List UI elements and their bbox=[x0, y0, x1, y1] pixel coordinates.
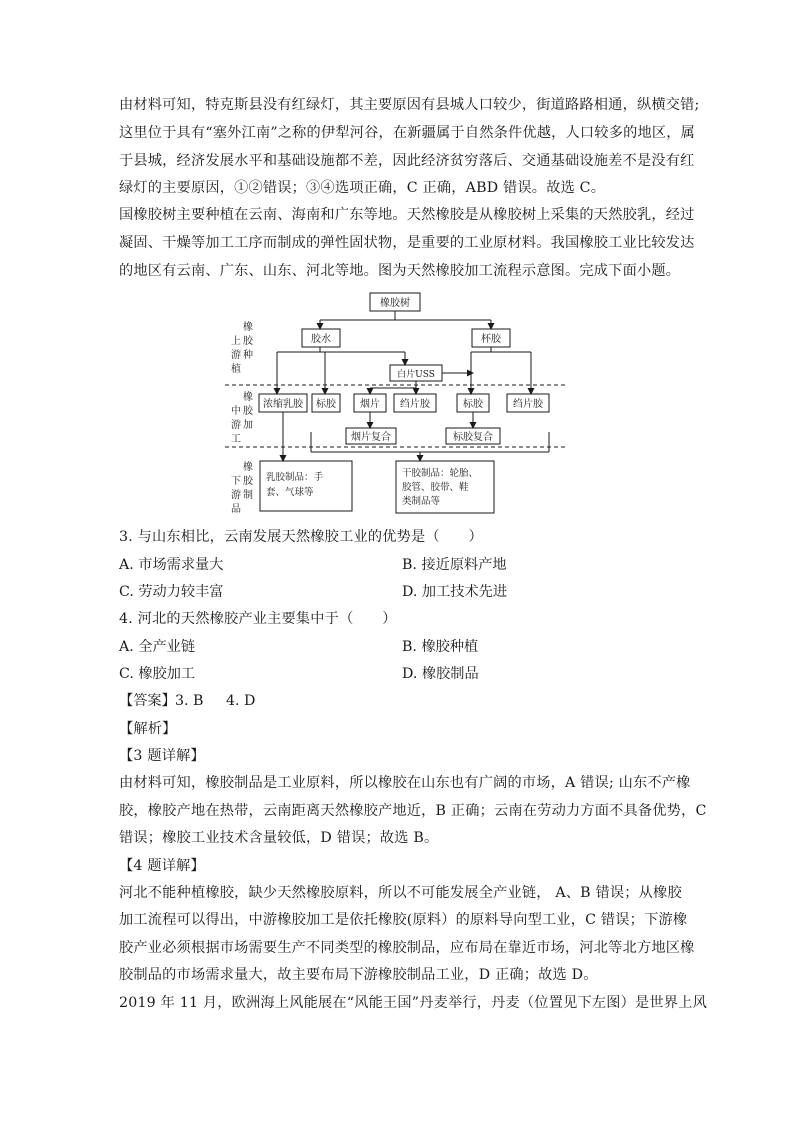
answer-3: 3. B bbox=[175, 693, 204, 709]
q3-option-a: A. 市场需求量大 bbox=[119, 557, 224, 573]
svg-text:游: 游 bbox=[231, 490, 241, 501]
q3-option-c: C. 劳动力较丰富 bbox=[119, 584, 224, 600]
svg-text:胶: 胶 bbox=[243, 476, 253, 487]
detail-4-line: 加工流程可以得出，中游橡胶加工是依托橡胶(原料）的原料导向型工业，C 错误；下游橡 bbox=[119, 912, 688, 928]
label-uss: 白片USS bbox=[397, 370, 435, 380]
label-smoked-sheet: 烟片 bbox=[360, 399, 380, 410]
svg-text:橡: 橡 bbox=[243, 392, 253, 403]
stage-label-downstream bbox=[231, 460, 254, 515]
question-3-stem: 3. 与山东相比，云南发展天然橡胶工业的优势是（ ） bbox=[119, 529, 483, 545]
para2-line: 国橡胶树主要种植在云南、海南和广东等地。天然橡胶是从橡胶树上采集的天然胶乳，经过 bbox=[119, 207, 695, 223]
detail-4-line: 胶制品的市场需求量大，故主要布局下游橡胶制品工业，D 正确；故选 D。 bbox=[119, 967, 598, 983]
detail-4-line: 河北不能种植橡胶，缺少天然橡胶原料，所以不可能发展全产业链， A、B 错误；从橡胶 bbox=[119, 885, 682, 901]
para1-line: 绿灯的主要原因，①②错误；③④选项正确，C 正确，ABD 错误。故选 C。 bbox=[119, 180, 606, 196]
svg-text:上: 上 bbox=[231, 336, 241, 347]
q4-option-b: B. 橡胶种植 bbox=[402, 639, 479, 655]
detail-3-heading: 【3 题详解】 bbox=[119, 748, 205, 764]
svg-text:植: 植 bbox=[231, 364, 241, 375]
label-standard-right: 标胶 bbox=[463, 399, 483, 410]
svg-text:中: 中 bbox=[231, 406, 241, 417]
svg-text:游: 游 bbox=[231, 420, 241, 431]
label-latex: 胶水 bbox=[311, 334, 331, 345]
svg-text:品: 品 bbox=[231, 504, 241, 515]
label-crepe-left: 绉片胶 bbox=[400, 399, 430, 410]
q4-option-d: D. 橡胶制品 bbox=[402, 666, 479, 682]
svg-text:制: 制 bbox=[243, 490, 253, 501]
label-concentrated-latex: 浓缩乳胶 bbox=[263, 399, 303, 410]
svg-text:工: 工 bbox=[231, 434, 241, 445]
q3-option-d: D. 加工技术先进 bbox=[402, 584, 508, 600]
next-paragraph-line: 2019 年 11 月，欧洲海上风能展在“风能王国”丹麦举行，丹麦（位置见下左图）是世界上风 bbox=[119, 995, 707, 1011]
svg-text:下: 下 bbox=[231, 476, 241, 487]
detail-3-line: 由材料可知，橡胶制品是工业原料，所以橡胶在山东也有广阔的市场，A 错误; 山东不产橡 bbox=[119, 775, 691, 791]
q4-option-a: A. 全产业链 bbox=[119, 639, 196, 655]
label-dry-products: 类制品等 bbox=[402, 496, 441, 507]
svg-text:橡: 橡 bbox=[243, 322, 253, 333]
detail-3-line: 错误；橡胶工业技术含量较低，D 错误；故选 B。 bbox=[119, 830, 439, 846]
answer-4: 4. D bbox=[226, 693, 256, 709]
label-latex-products: 乳胶制品：手 bbox=[266, 472, 324, 483]
label-dry-products: 胶管、胶带、鞋 bbox=[402, 482, 469, 493]
para1-line: 于县城，经济发展水平和基础设施都不差，因此经济贫穷落后、交通基础设施差不是没有红 bbox=[119, 153, 695, 169]
detail-4-heading: 【4 题详解】 bbox=[119, 858, 205, 874]
para1-line: 这里位于具有“塞外江南”之称的伊犁河谷，在新疆属于自然条件优越，人口较多的地区，属 bbox=[119, 125, 696, 141]
svg-text:种: 种 bbox=[243, 350, 253, 361]
label-dry-products: 干胶制品：轮胎、 bbox=[402, 468, 479, 479]
para1-line: 由材料可知，特克斯县没有红绿灯，其主要原因有县城人口较少，街道路路相通，纵横交错; bbox=[119, 97, 700, 113]
para2-line: 的地区有云南、广东、山东、河北等地。图为天然橡胶加工流程示意图。完成下面小题。 bbox=[119, 263, 681, 279]
stage-label-midstream bbox=[231, 390, 254, 445]
svg-text:游: 游 bbox=[231, 350, 241, 361]
label-crepe-right: 绉片胶 bbox=[513, 399, 543, 410]
detail-4-line: 胶产业必须根据市场需要生产不同类型的橡胶制品，应布局在靠近市场，河北等北方地区橡 bbox=[119, 940, 695, 956]
svg-text:胶: 胶 bbox=[243, 406, 253, 417]
svg-text:加: 加 bbox=[243, 420, 253, 431]
label-latex-products: 套、气球等 bbox=[266, 487, 314, 498]
label-cup-lump: 杯胶 bbox=[481, 334, 501, 345]
q3-option-b: B. 接近原料产地 bbox=[402, 557, 507, 573]
detail-3-line: 胶，橡胶产地在热带，云南距离天然橡胶产地近，B 正确；云南在劳动力方面不具备优势，C bbox=[119, 803, 707, 819]
rubber-process-diagram bbox=[220, 290, 580, 520]
label-standard-left: 标胶 bbox=[316, 399, 336, 410]
question-4-stem: 4. 河北的天然橡胶产业主要集中于（ ） bbox=[119, 611, 397, 627]
analysis-heading: 【解析】 bbox=[119, 721, 177, 737]
svg-text:胶: 胶 bbox=[243, 336, 253, 347]
q4-option-c: C. 橡胶加工 bbox=[119, 666, 196, 682]
label-smoked-compound: 烟片复合 bbox=[351, 432, 391, 443]
box-latex-products bbox=[260, 461, 352, 511]
answer-label: 【答案】 bbox=[119, 693, 176, 709]
label-rubber-tree: 橡胶树 bbox=[380, 298, 410, 309]
label-standard-compound: 标胶复合 bbox=[453, 432, 493, 443]
svg-text:橡: 橡 bbox=[243, 462, 253, 473]
stage-label-upstream bbox=[231, 320, 254, 375]
para2-line: 凝固、干燥等加工工序而制成的弹性固状物，是重要的工业原材料。我国橡胶工业比较发达 bbox=[119, 235, 695, 251]
